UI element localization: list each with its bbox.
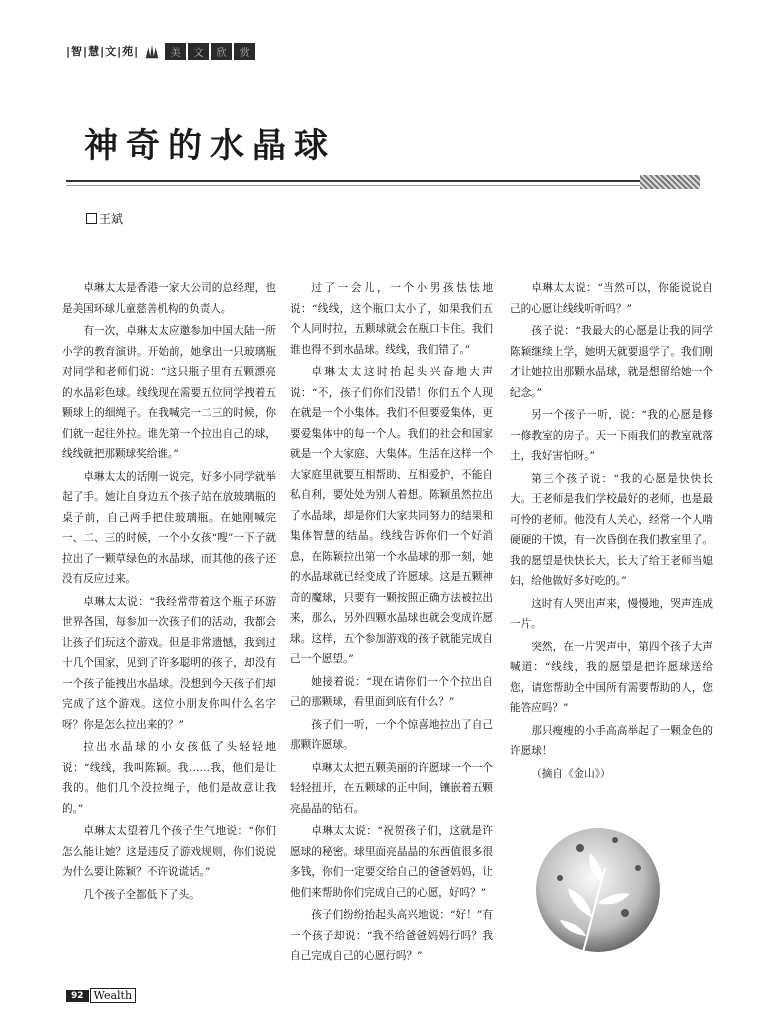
column-label: [165, 43, 255, 60]
paragraph: 卓琳太太这时抬起头兴奋地大声说：“不，孩子们你们没错！你们五个人现在就是一个小集体。我们不但要爱集体，更要爱集体中的每一个人。我们的社会和国家就是一个大家庭、大集体。生活在这样一个大家庭里就要互相帮助、互相爱护，不能自私自利，要处处为别人着想。陈颖虽然拉出了水晶球，却是你们大家共同努力的结果和集体智慧的结晶。线线告诉你们一个好消息，在陈颖拉出第一个水晶球的那一刻，她的水晶球就已经变成了许愿球。这是五颗神奇的魔球，只要有一颗按照正确方法被拉出来，那么，另外四颗水晶球也就会变成许愿球。这样，五个参加游戏的孩子就能完成自己一个愿望。”: [290, 366, 493, 665]
paragraph: 有一次，卓琳太太应邀参加中国大陆一所小学的教育演讲。开始前，她拿出一只玻璃瓶对同学和老师们说：“这只瓶子里有五颗漂亮的水晶彩色球。线线现在需要五位同学拽着五颗球上的细绳子。在我喊完一二三的时候，你们就一起往外拉。谁先第一个拉出自己的球，线线就把那颗球奖给谁。”: [62, 325, 276, 460]
column-label-char: 美: [165, 43, 186, 60]
page-number: 92: [66, 990, 89, 1002]
leaf-icon: [143, 42, 161, 60]
paragraph: 这时有人哭出声来，慢慢地，哭声连成一片。: [510, 597, 713, 630]
paragraph: 另一个孩子一听，说：“我的心愿是修一修教室的房子。天一下雨我们的教室就落土，我好害怕呀。”: [510, 409, 713, 462]
title-rule-thin: [66, 185, 640, 186]
text-column-2: [290, 278, 493, 969]
paragraph: 第三个孩子说：“我的心愿是快快长大。王老师是我们学校最好的老师，也是最可怜的老师。他没有人关心，经常一个人啃硬硬的干馍，有一次昏倒在我们教室里了。我的愿望是快快长大，长大了给王老师当媳妇，给他做好多好吃的。”: [510, 472, 713, 587]
column-label-char: 欣: [211, 43, 232, 60]
paragraph: 孩子说：“我最大的心愿是让我的同学陈颖继续上学，她明天就要退学了。我们刚才让她拉出那颗水晶球，就是想留给她一个纪念。”: [510, 325, 713, 399]
paragraph: 卓琳太太说：“当然可以，你能说说自己的心愿让线线听听吗？”: [510, 282, 713, 315]
article-title: 神奇的水晶球: [84, 126, 336, 166]
paragraph: 过了一会儿，一个小男孩怯怯地说：“线线，这个瓶口太小了，如果我们五个人同时拉，五颗球就会在瓶口卡住。我们谁也得不到水晶球。线线，我们错了。”: [290, 282, 493, 356]
column-label-char: 赏: [234, 43, 255, 60]
text-column-1: [62, 278, 276, 907]
section-name: |智|慧|文|苑|: [66, 45, 140, 58]
page-footer: [66, 988, 136, 1003]
paragraph: 那只瘦瘦的小手高高举起了一颗金色的许愿球！: [510, 724, 713, 757]
rule-pattern: [640, 175, 700, 189]
text-column-3: [510, 278, 713, 786]
paragraph: 拉出水晶球的小女孩低了头轻轻地说：“线线，我叫陈颖。我……我，他们是让我的。他们几个没拉绳子，他们是故意让我的。”: [62, 741, 276, 815]
source-citation: （摘自《金山》）: [531, 767, 611, 780]
paragraph: 卓琳太太把五颗美丽的许愿球一个一个轻轻扭开，在五颗球的正中间，镶嵌着五颗亮晶晶的钻石。: [290, 761, 493, 815]
magazine-name: Wealth: [90, 988, 137, 1003]
decorative-flower-illustration: [520, 808, 680, 968]
paragraph: 突然，在一片哭声中，第四个孩子大声喊道：“线线，我的愿望是把许愿球送给您，请您帮助全中国所有需要帮助的人，您能答应吗？”: [510, 640, 713, 714]
author-line: [86, 210, 123, 227]
paragraph: 几个孩子全都低下了头。: [83, 888, 200, 901]
paragraph: 孩子们纷纷抬起头高兴地说：“好！”有一个孩子却说：“我不给爸爸妈妈行吗？我自己完成自己的心愿行吗？”: [290, 909, 493, 962]
magazine-header: [66, 40, 255, 62]
title-rule: [66, 180, 640, 182]
paragraph: 卓琳太太的话刚一说完，好多小同学就举起了手。她让自身边五个孩子站在放玻璃瓶的桌子前，自己两手把住玻璃瓶。在她刚喊完一、二、三的时候，一个小女孩“嗖”一下子就拉出了一颗草绿色的水晶球，而其他的孩子还没有反应过来。: [62, 470, 276, 585]
paragraph: 孩子们一听，一个个惊喜地拉出了自己那颗许愿球。: [290, 718, 493, 751]
paragraph: 卓琳太太是香港一家大公司的总经理，也是美国环球儿童慈善机构的负责人。: [62, 282, 276, 315]
author-box-icon: [86, 213, 97, 224]
author-name: 王斌: [99, 212, 124, 226]
paragraph: 卓琳太太望着几个孩子生气地说：“你们怎么能让她？这是违反了游戏规则，你们说说为什么要让陈颖？不许说谎话。”: [62, 825, 276, 878]
paragraph: 她接着说：“现在请你们一个个拉出自己的那颗球，看里面到底有什么？”: [290, 675, 493, 708]
column-label-char: 文: [188, 43, 209, 60]
paragraph: 卓琳太太说：“祝贺孩子们，这就是许愿球的秘密。球里面亮晶晶的东西值很多很多钱，你们一定要交给自己的爸爸妈妈，让他们来帮助你们完成自己的心愿，好吗？”: [290, 825, 493, 899]
paragraph: 卓琳太太说：“我经常带着这个瓶子环游世界各国，每参加一次孩子们的活动，我都会让孩子们玩这个游戏。但是非常遗憾，我到过十几个国家，见到了许多聪明的孩子，却没有一个孩子能拽出水晶球。没想到今天孩子们却完成了这个游戏。这位小朋友你叫什么名字呀？你是怎么拉出来的？”: [62, 595, 276, 731]
